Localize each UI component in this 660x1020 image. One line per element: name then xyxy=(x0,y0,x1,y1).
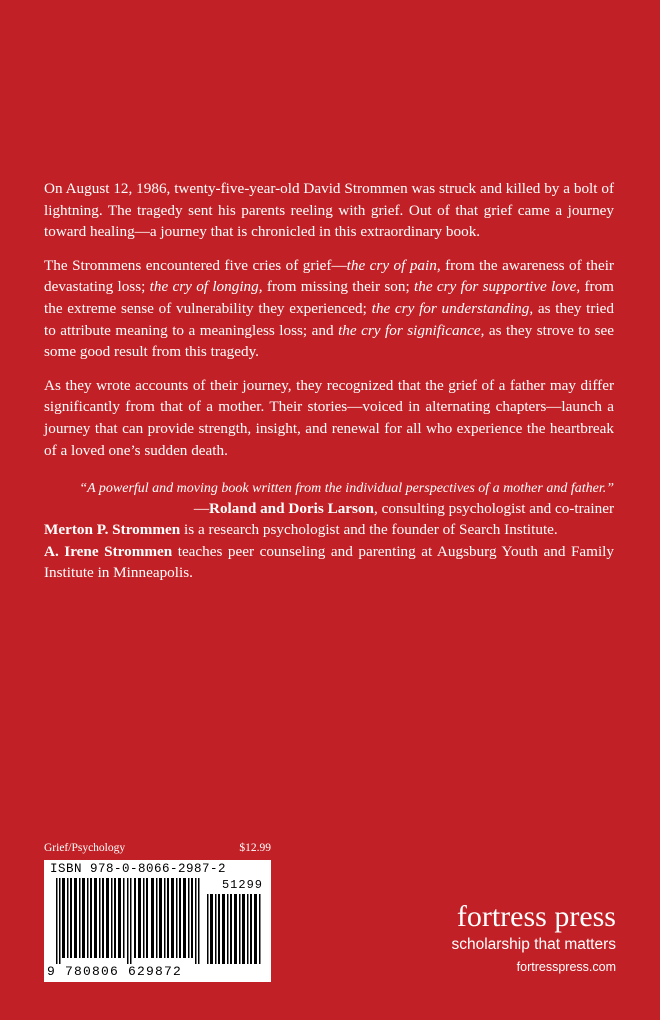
endorsement xyxy=(44,479,614,519)
barcode xyxy=(44,860,271,982)
p2-k: , as they strove to see some good result from this tragedy. xyxy=(44,321,615,361)
cry-for-significance: the cry for significance xyxy=(338,321,481,339)
endorser-role: , consulting psychologist and co-trainer xyxy=(374,500,614,518)
p2-c: , from the awareness of their devastating loss; xyxy=(44,256,614,296)
endorser-name: Roland and Doris Larson xyxy=(209,500,374,518)
p2-a: The Strommens encountered five cries of grief— xyxy=(44,256,347,274)
back-cover-text xyxy=(44,178,614,596)
author-bio-1: is a research psychologist and the founder of Search Institute. xyxy=(180,521,558,539)
cry-for-supportive-love: the cry for supportive love xyxy=(414,278,577,296)
author-bio-2: teaches peer counseling and parenting at Augsburg Youth and Family Institute in Minneapolis. xyxy=(44,542,614,582)
isbn-number: ISBN 978-0-8066-2987-2 xyxy=(50,862,227,876)
endorsement-attribution xyxy=(44,499,614,519)
cry-for-understanding: the cry for understanding xyxy=(371,299,530,317)
price-label: $12.99 xyxy=(239,842,271,854)
ean-bars xyxy=(56,878,202,964)
publisher-url[interactable]: fortresspress.com xyxy=(516,960,616,974)
cry-of-longing: the cry of longing xyxy=(149,278,259,296)
barcode-digits: 9 780806 629872 xyxy=(47,964,183,979)
blurb-paragraph-2 xyxy=(44,255,614,363)
category-label: Grief/Psychology xyxy=(44,842,126,854)
author-bios xyxy=(44,519,614,584)
publisher-tagline: scholarship that matters xyxy=(451,936,616,953)
addon-bars xyxy=(207,894,263,964)
p2-e: , from missing their son; xyxy=(258,278,415,296)
author-name-1: Merton P. Strommen xyxy=(44,521,181,539)
publisher-block xyxy=(451,900,616,974)
endorsement-quote: “A powerful and moving book written from the individual perspectives of a mother and father.” xyxy=(79,481,614,497)
author-name-2: A. Irene Strommen xyxy=(44,542,173,560)
publisher-name: fortress press xyxy=(456,900,616,933)
blurb-paragraph-1: On August 12, 1986, twenty-five-year-old David Strommen was struck and killed by a bolt of lightning. The tragedy sent his parents reeling with grief. Out of that grief came a journey toward healing—a journey that is chronicled in this extraordinary book. xyxy=(44,180,614,241)
blurb-paragraph-3: As they wrote accounts of their journey, they recognized that the grief of a father may differ significantly from that of a mother. Their stories—voiced in alternating chapters—launch a journey that can provide strength, insight, and renewal for all who experience the heartbreak of a loved one’s sudden death. xyxy=(44,376,614,459)
p2-g: , from the extreme sense of vulnerability they experienced; xyxy=(44,278,614,317)
p2-i: , as they tried to attribute meaning to a meaningless loss; and xyxy=(44,299,615,339)
category-price-row xyxy=(44,842,271,854)
attribution-dash: — xyxy=(193,500,209,518)
barcode-addon-digits: 51299 xyxy=(221,878,263,892)
cry-of-pain: the cry of pain xyxy=(346,256,437,274)
